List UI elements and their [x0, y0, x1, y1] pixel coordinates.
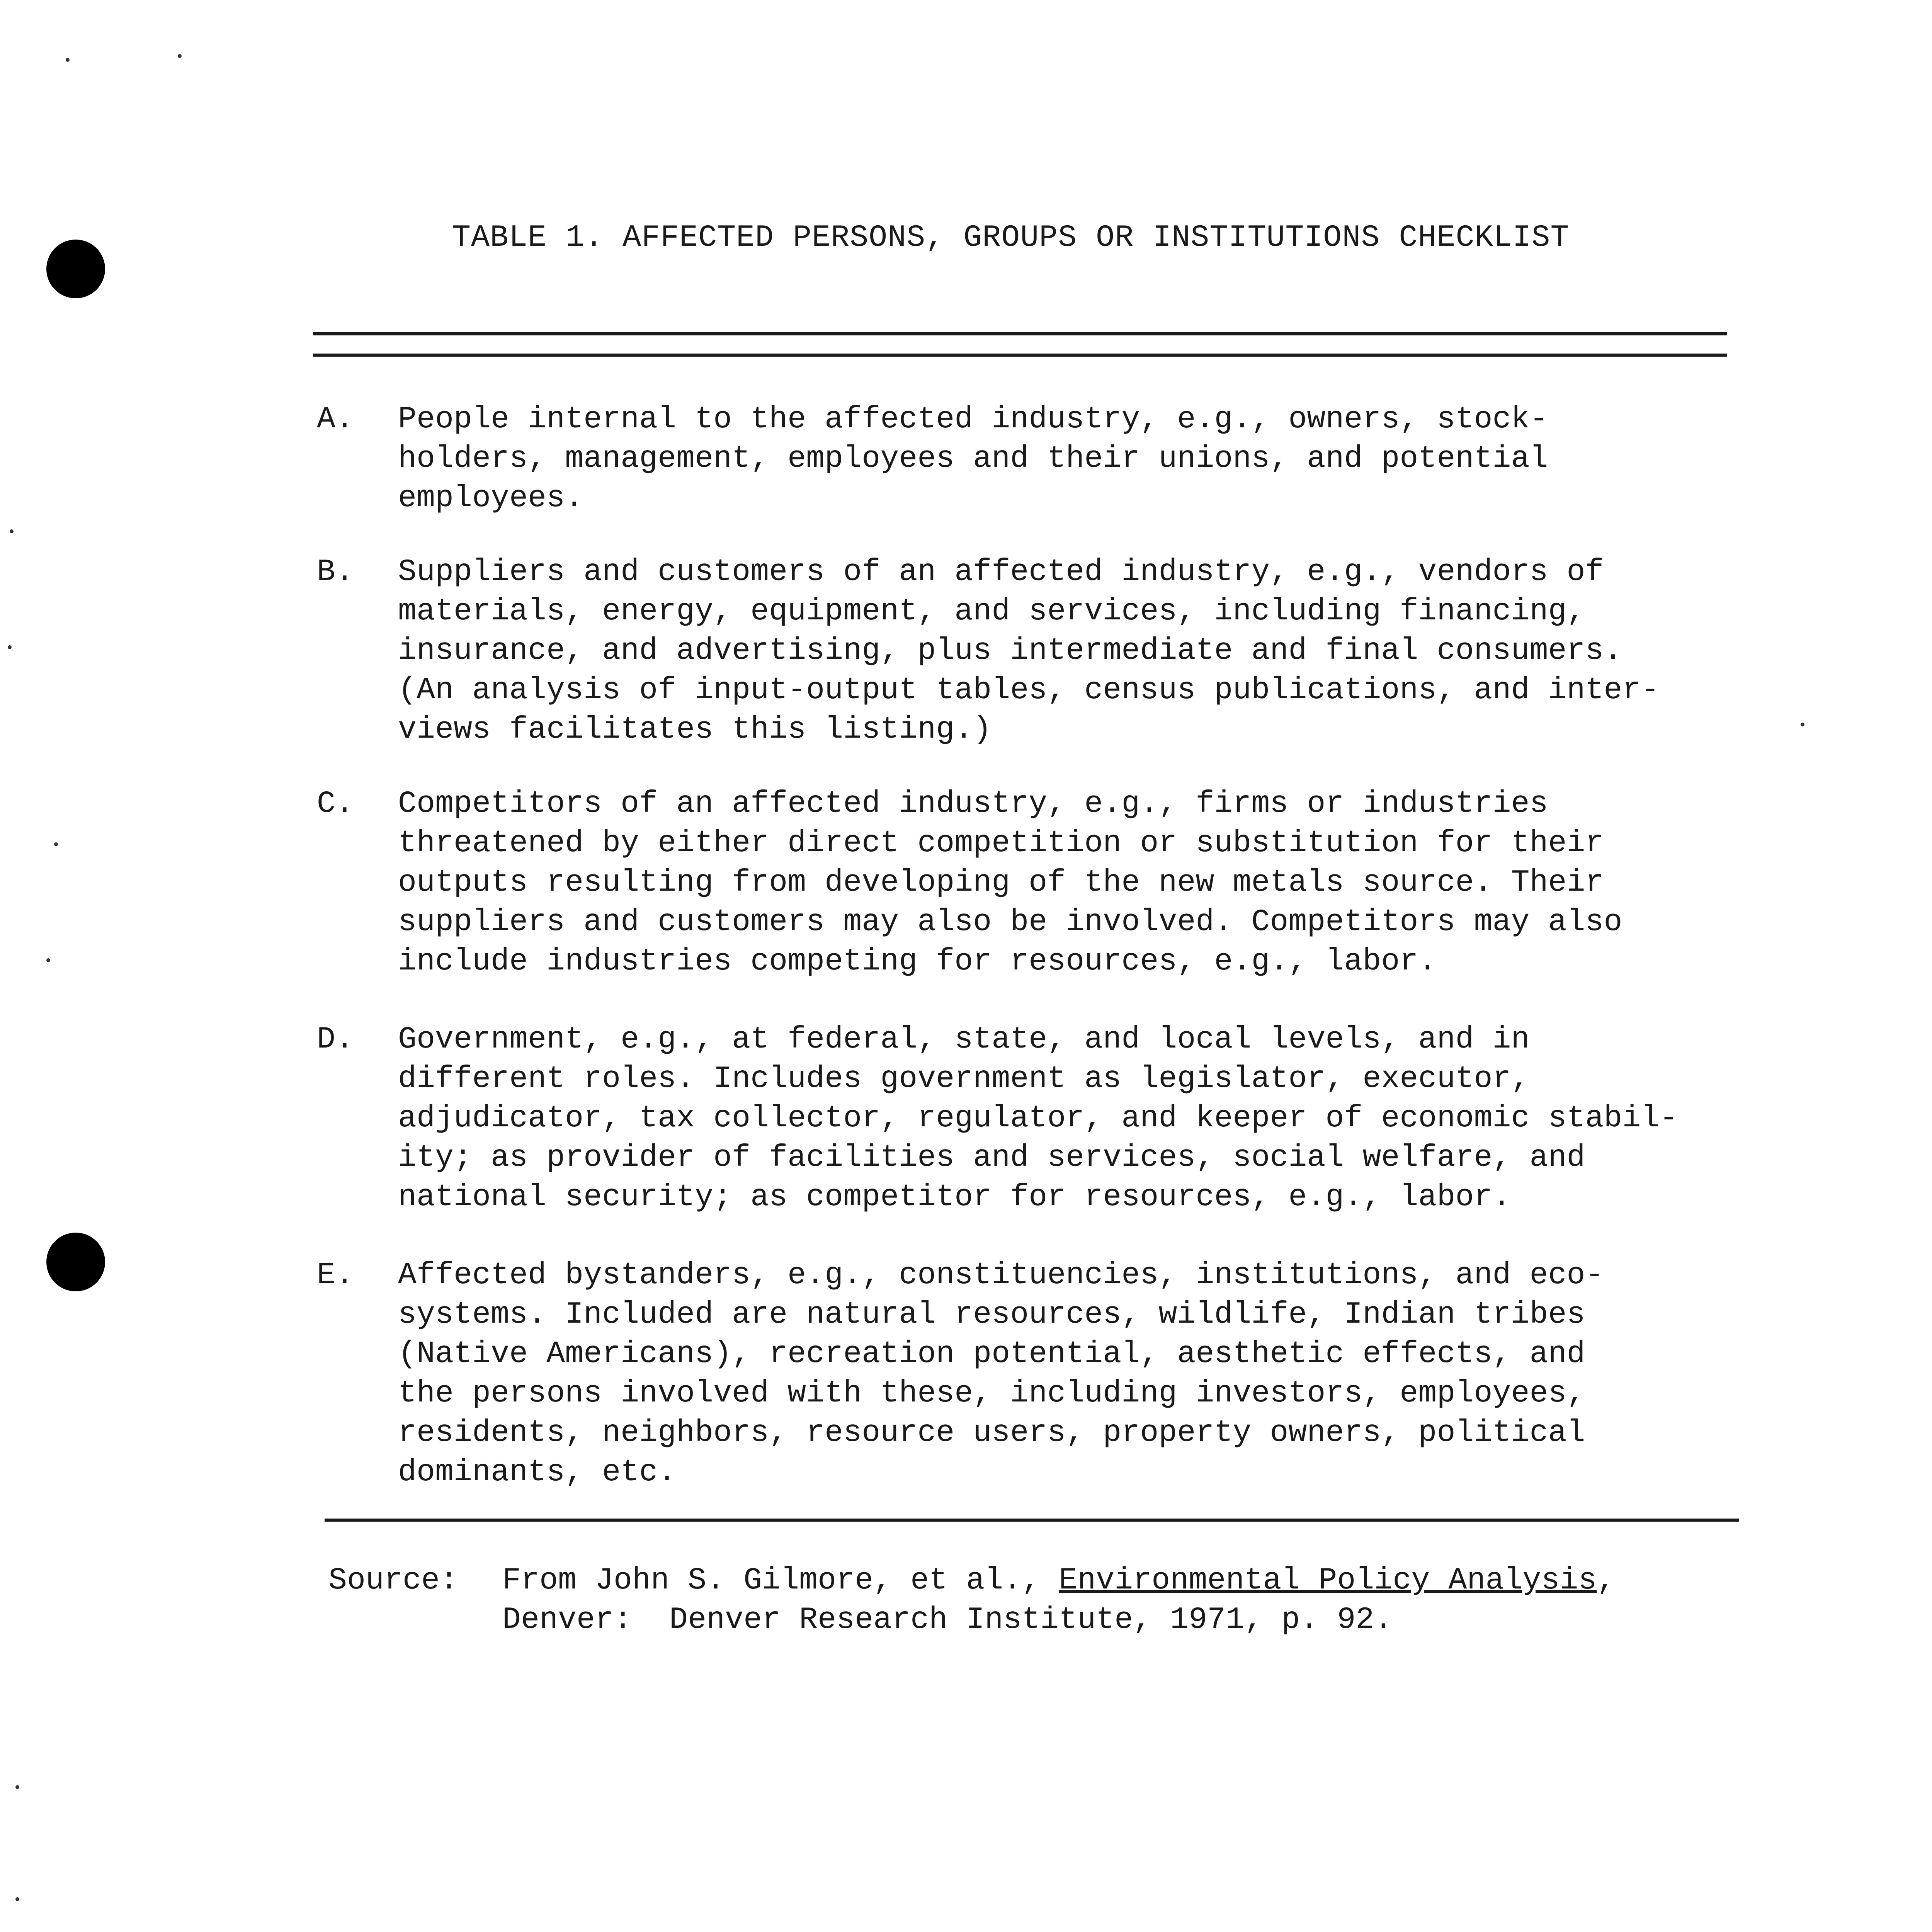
scan-speck [10, 529, 14, 533]
source-suffix: , [1597, 1563, 1616, 1598]
top-rule-lower [313, 354, 1727, 357]
scan-speck [15, 1785, 19, 1789]
scan-speck [46, 958, 50, 962]
table-title: TABLE 1. AFFECTED PERSONS, GROUPS OR INSTITUTIONS CHECKLIST [452, 220, 1570, 255]
item-letter: D. [317, 1022, 354, 1057]
scan-speck [1801, 723, 1804, 726]
item-letter: C. [317, 786, 354, 821]
scan-speck [8, 645, 12, 649]
punch-hole-middle [46, 1233, 105, 1291]
scan-speck [15, 1897, 19, 1901]
item-letter: E. [317, 1258, 354, 1293]
source-prefix: From John S. Gilmore, et al., [502, 1563, 1059, 1598]
source-body [502, 1561, 1615, 1640]
bottom-rule [325, 1519, 1739, 1522]
source-line-1 [502, 1561, 1615, 1600]
top-rule-upper [313, 332, 1727, 335]
item-text: Affected bystanders, e.g., constituencies, institutions, and eco- systems. Included are natural resources, wildlife, Indian tribes (Native Americans), recreation potential, aesthetic effects, and the persons involved with these, including investors, employees, residents, neighbors, resource users, property owners, political dominants, etc. [398, 1258, 1604, 1490]
item-letter: A. [317, 402, 354, 437]
source-line-2: Denver: Denver Research Institute, 1971, p. 92. [502, 1602, 1393, 1638]
source-work-title: Environmental Policy Analysis [1059, 1563, 1597, 1598]
scan-speck [178, 54, 182, 58]
punch-hole-top [46, 240, 105, 298]
item-text: Competitors of an affected industry, e.g., firms or industries threatened by either direct competition or substitution for their outputs resulting from developing of the new metals source. Their suppliers and customers may also be involved. Competitors may also include industries competing for resources, e.g., labor. [398, 786, 1622, 979]
item-text: People internal to the affected industry, e.g., owners, stock- holders, management, employees and their unions, and potential employees. [398, 402, 1548, 516]
item-letter: B. [317, 554, 354, 590]
item-text: Government, e.g., at federal, state, and local levels, and in different roles. Includes government as legislator, executor, adjudicator, tax collector, regulator, and keeper of economic stabil- ity; as provider of facilities and services, social welfare, and national security; as competitor for resources, e.g., labor. [398, 1022, 1678, 1215]
source-label: Source: [328, 1563, 459, 1598]
scan-speck [66, 58, 70, 62]
scan-speck [54, 842, 58, 846]
item-text: Suppliers and customers of an affected industry, e.g., vendors of materials, energy, equipment, and services, including financing, insurance, and advertising, plus intermediate and final consumers. (An analysis of input-output tables, census publications, and inter- views facilitates this listing.) [398, 554, 1660, 747]
